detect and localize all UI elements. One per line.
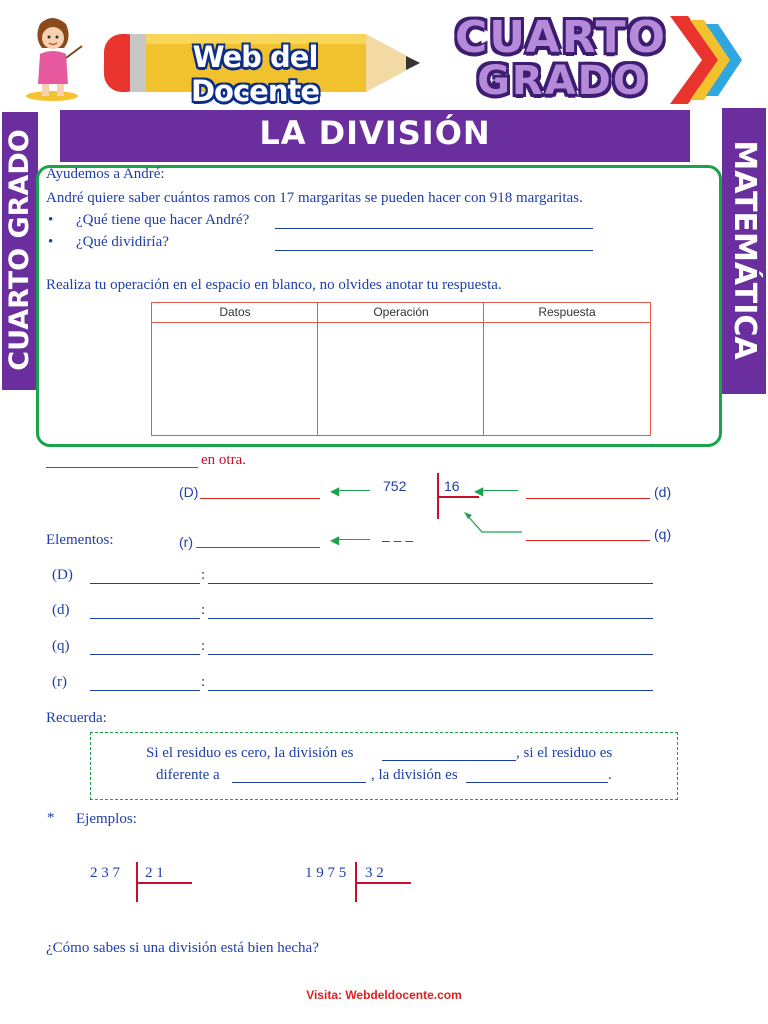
recuerda-blank-1[interactable]: [382, 760, 516, 761]
recuerda-line2c: .: [608, 767, 612, 783]
footer-link[interactable]: Visita: Webdeldocente.com: [306, 988, 462, 1002]
definition-blank[interactable]: [46, 467, 198, 468]
recuerda-line2b: , la división es: [371, 767, 458, 783]
recuerda-line2a: diferente a: [156, 767, 220, 783]
problem-statement: André quiere saber cuántos ramos con 17 margaritas se pueden hacer con 918 margaritas.: [46, 190, 583, 206]
element-label-q: (q): [52, 638, 70, 654]
arrow-left-icon: ◀: [330, 533, 340, 547]
element-blank-short[interactable]: [90, 690, 200, 691]
dividend-blank[interactable]: [200, 498, 320, 499]
remainder-blank[interactable]: [196, 547, 320, 548]
elements-title: Elementos:: [46, 532, 114, 548]
recuerda-blank-3[interactable]: [466, 782, 608, 783]
element-blank-long[interactable]: [208, 618, 653, 619]
answer-line-2[interactable]: [275, 250, 593, 251]
example1-bracket-horizontal: [136, 882, 192, 884]
colon: :: [201, 638, 206, 654]
final-question: ¿Cómo sabes si una división está bien hecha?: [46, 940, 319, 956]
example2-dividend: 1 9 7 5: [305, 865, 347, 881]
divisor-blank[interactable]: [526, 498, 650, 499]
quotient-blank[interactable]: [526, 540, 650, 541]
element-label-r: (r): [52, 674, 67, 690]
side-label-left: CUARTO GRADO: [4, 129, 35, 371]
table-header-respuesta: Respuesta: [484, 303, 650, 323]
element-blank-long[interactable]: [208, 583, 653, 584]
question-1: ¿Qué tiene que hacer André?: [76, 212, 250, 228]
element-blank-short[interactable]: [90, 618, 200, 619]
question-2: ¿Qué dividiría?: [76, 234, 169, 250]
arrow-line: [334, 490, 370, 491]
cell-operacion[interactable]: [318, 323, 483, 435]
grade-word-grado: GRADO: [477, 58, 649, 104]
arrow-line: [480, 490, 518, 491]
divisor-value: 16: [444, 478, 460, 494]
side-label-right: MATEMÁTICA: [727, 140, 762, 360]
example2-bracket-horizontal: [355, 882, 411, 884]
colon: :: [201, 674, 206, 690]
example2-divisor: 3 2: [365, 865, 384, 881]
remainder-value: – – –: [382, 532, 414, 548]
label-dividend: (D): [179, 484, 199, 500]
grade-word-cuarto: CUARTO: [454, 12, 668, 63]
table-header-operacion: Operación: [318, 303, 484, 323]
colon: :: [201, 602, 206, 618]
examples-bullet: *: [47, 810, 55, 826]
recuerda-line1b: , si el residuo es: [516, 745, 613, 761]
cell-datos[interactable]: [152, 323, 317, 435]
recuerda-blank-2[interactable]: [232, 782, 366, 783]
bullet: •: [48, 212, 54, 228]
recuerda-line1a: Si el residuo es cero, la división es: [146, 745, 354, 761]
cell-respuesta[interactable]: [484, 323, 650, 435]
definition-line2: en otra.: [201, 452, 246, 468]
arrow-up-left-icon: [462, 510, 524, 541]
label-divisor: (d): [654, 484, 672, 500]
example1-dividend: 2 3 7: [90, 865, 120, 881]
dividend-value: 752: [383, 478, 407, 494]
instruction-text: Realiza tu operación en el espacio en blanco, no olvides anotar tu respuesta.: [46, 277, 502, 293]
arrow-left-icon: ◀: [474, 484, 484, 498]
teacher-illustration: [22, 14, 84, 102]
arrow-line: [334, 539, 370, 540]
label-remainder: (r): [179, 534, 193, 550]
recuerda-title: Recuerda:: [46, 710, 107, 726]
element-blank-short[interactable]: [90, 583, 200, 584]
problem-intro: Ayudemos a André:: [46, 166, 165, 182]
example1-divisor: 2 1: [145, 865, 164, 881]
page-title: LA DIVISIÓN: [259, 114, 491, 152]
colon: :: [201, 567, 206, 583]
data-table: [151, 302, 651, 436]
label-quotient: (q): [654, 526, 672, 542]
arrow-left-icon: ◀: [330, 484, 340, 498]
logo-text: Web del Docente: [190, 40, 320, 108]
element-blank-long[interactable]: [208, 654, 653, 655]
element-label-D: (D): [52, 567, 73, 583]
examples-title: Ejemplos:: [76, 811, 137, 827]
element-blank-short[interactable]: [90, 654, 200, 655]
bullet: •: [48, 234, 54, 250]
answer-line-1[interactable]: [275, 228, 593, 229]
element-label-d: (d): [52, 602, 70, 618]
recuerda-box: [90, 732, 678, 800]
division-bracket-horizontal: [437, 496, 479, 498]
element-blank-long[interactable]: [208, 690, 653, 691]
table-header-datos: Datos: [152, 303, 318, 323]
